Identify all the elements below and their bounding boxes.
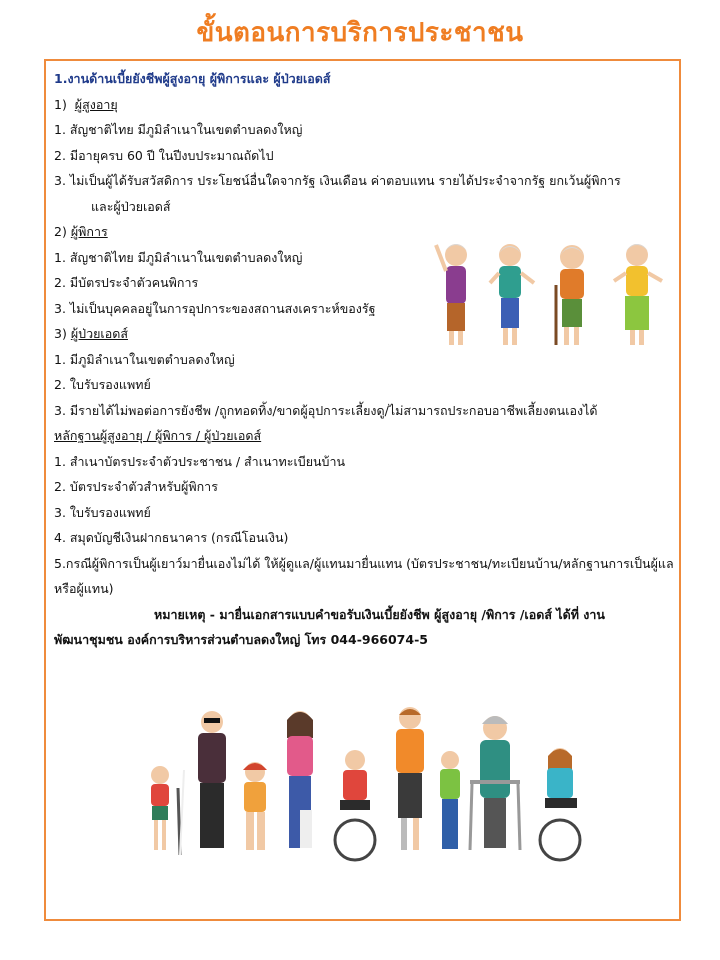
elderly-woman-with-walker bbox=[470, 716, 520, 850]
note-paragraph bbox=[54, 602, 680, 653]
aids-item: 3. มีรายได้ไม่พอต่อการยังชีพ /ถูกทอดทิ้ง/ขาดผู้อุปการะเลี้ยงดู/ไม่สามารถประกอบอาชีพเลี้ยงตนเองได้ bbox=[54, 402, 598, 418]
man-with-cane bbox=[180, 711, 226, 855]
elderly-man-3 bbox=[556, 245, 584, 345]
elderly-people-illustration bbox=[432, 235, 672, 350]
aids-number: 3) bbox=[54, 326, 67, 341]
evidence-title: หลักฐานผู้สูงอายุ / ผู้พิการ / ผู้ป่วยเอดส์ bbox=[54, 428, 262, 443]
disabled-number: 2) bbox=[54, 224, 67, 239]
elderly-item-continued: และผู้ป่วยเอดส์ bbox=[91, 198, 171, 214]
note-lead: หมายเหตุ - มายื่นเอกสารแบบคำขอรับเงินเบี้ยยังชีพ ผู้สูงอายุ /พิการ /เอดส์ ได้ที่ งาน bbox=[154, 606, 605, 622]
section-heading: 1.งานด้านเบี้ยยังชีพผู้สูงอายุ ผู้พิการและ ผู้ป่วยเอดส์ bbox=[54, 71, 331, 86]
disabled-title: ผู้พิการ bbox=[70, 224, 108, 239]
content-body bbox=[54, 66, 680, 653]
elderly-subheading bbox=[54, 92, 680, 118]
elderly-number: 1) bbox=[54, 96, 67, 112]
boy-green-shirt bbox=[440, 751, 460, 849]
elderly-woman-1 bbox=[436, 244, 467, 345]
disabled-item: 3. ไม่เป็นบุคคลอยู่ในการอุปการะของสถานสงเคราะห์ของรัฐ bbox=[54, 300, 376, 316]
disabled-item: 2. มีบัตรประจำตัวคนพิการ bbox=[54, 275, 199, 290]
girl-with-arm-cast bbox=[243, 762, 267, 850]
page-title: ขั้นตอนการบริการประชาชน bbox=[196, 18, 524, 48]
elderly-man-2 bbox=[490, 244, 534, 345]
evidence-item: 1. สำเนาบัตรประจำตัวประชาชน / สำเนาทะเบียนบ้าน bbox=[54, 453, 346, 469]
diverse-people-illustration bbox=[140, 700, 600, 865]
woman-with-leg-cast bbox=[287, 711, 313, 848]
note-rest: พัฒนาชุมชน องค์การบริหารส่วนตำบลดงใหญ่ โทร 044-966074-5 bbox=[54, 632, 428, 647]
elderly-item: 3. ไม่เป็นผู้ได้รับสวัสดิการ ประโยชน์อื่นใดจากรัฐ เงินเดือน ค่าตอบแทน รายได้ประจำจากรัฐ ยกเว้นผู้พิการ bbox=[54, 173, 621, 188]
boy-in-wheelchair bbox=[335, 750, 375, 860]
woman-in-wheelchair bbox=[540, 748, 580, 860]
elderly-item: 2. มีอายุครบ 60 ปี ในปีงบประมาณถัดไป bbox=[54, 147, 274, 163]
man-with-prosthetic-leg bbox=[396, 707, 424, 850]
elderly-title: ผู้สูงอายุ bbox=[74, 96, 118, 112]
aids-title: ผู้ป่วยเอดส์ bbox=[70, 326, 128, 341]
evidence-item: 4. สมุดบัญชีเงินฝากธนาคาร (กรณีโอนเงิน) bbox=[54, 530, 289, 545]
disabled-item: 1. สัญชาติไทย มีภูมิลำเนาในเขตตำบลดงใหญ่ bbox=[54, 249, 303, 265]
child-with-crutches bbox=[151, 766, 180, 855]
elderly-woman-4 bbox=[614, 244, 662, 345]
aids-item: 1. มีภูมิลำเนาในเขตตำบลดงใหญ่ bbox=[54, 351, 235, 367]
evidence-item: 5.กรณีผู้พิการเป็นผู้เยาว์มายื่นเองไม่ได้ ให้ผู้ดูแล/ผู้แทนมายื่นแทน (บัตรประชาชน/ทะเบียนบ้าน/หลักฐานการเป็นผู้แลหรือผู้แทน) bbox=[54, 555, 674, 596]
elderly-item: 1. สัญชาติไทย มีภูมิลำเนาในเขตตำบลดงใหญ่ bbox=[54, 122, 303, 137]
evidence-item: 2. บัตรประจำตัวสำหรับผู้พิการ bbox=[54, 479, 218, 494]
evidence-item: 3. ใบรับรองแพทย์ bbox=[54, 504, 151, 520]
aids-item: 2. ใบรับรองแพทย์ bbox=[54, 377, 151, 392]
